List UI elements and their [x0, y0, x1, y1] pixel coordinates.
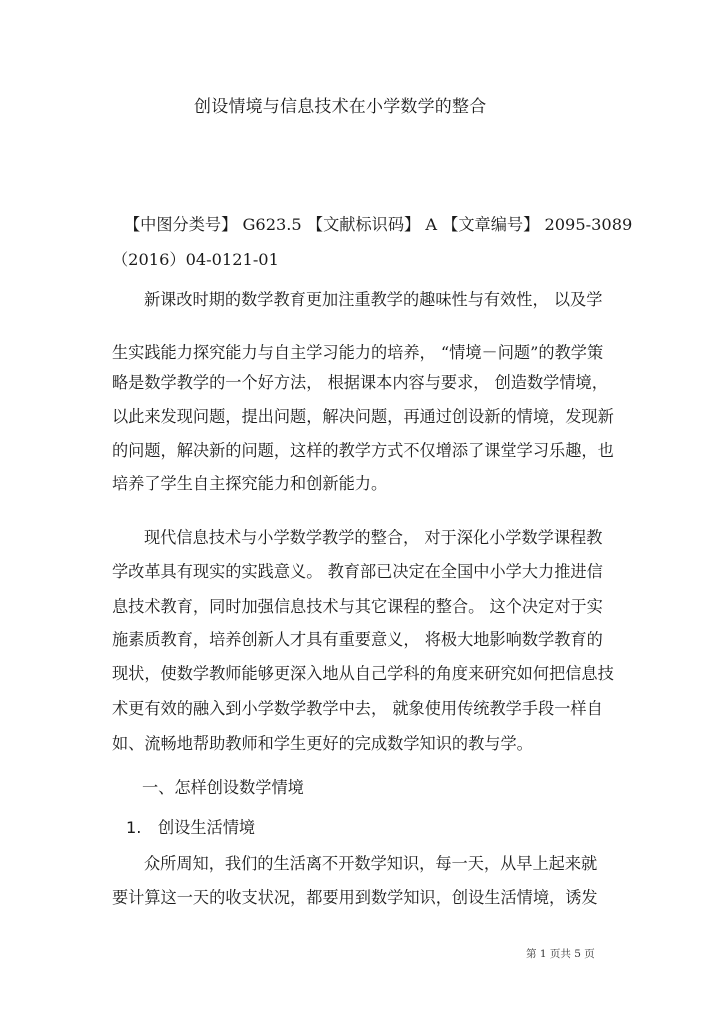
paragraph-3-line-2: 要计算这一天的收支状况，都要用到数学知识，创设生活情境，诱发 — [112, 888, 598, 907]
paragraph-1-line-3: 略是数学教学的一个好方法， 根据课本内容与要求， 创造数学情境， — [112, 373, 608, 392]
paragraph-2-line-5: 现状，使数学教师能够更深入地从自己学科的角度来研究如何把信息技 — [112, 664, 614, 683]
meta-line-2: （2016）04-0121-01 — [112, 250, 279, 269]
paragraph-3-line-1: 众所周知，我们的生活离不开数学知识，每一天，从早上起来就 — [144, 854, 598, 873]
paragraph-2-line-3: 息技术教育，同时加强信息技术与其它课程的整合。 这个决定对于实 — [112, 597, 603, 616]
document-title: 创设情境与信息技术在小学数学的整合 — [194, 97, 487, 117]
paragraph-1-line-4: 以此来发现问题，提出问题，解决问题，再通过创设新的情境，发现新 — [112, 407, 614, 426]
page-footer: 第 1 页共 5 页 — [526, 948, 595, 960]
paragraph-2-line-4: 施素质教育，培养创新人才具有重要意义， 将极大地影响数学教育的 — [112, 630, 603, 649]
section-heading: 一、怎样创设数学情境 — [142, 778, 304, 797]
subsection-title: 创设生活情境 — [158, 818, 256, 837]
meta-line-1: 【中图分类号】 G623.5 【文献标识码】 A 【文章编号】 2095-3089 — [124, 215, 633, 234]
paragraph-1-line-2: 生实践能力探究能力与自主学习能力的培养， “情境－问题”的教学策 — [112, 343, 604, 362]
paragraph-2-line-7: 如、流畅地帮助教师和学生更好的完成数学知识的教与学。 — [112, 734, 533, 753]
paragraph-2-line-2: 学改革具有现实的实践意义。 教育部已决定在全国中小学大力推进信 — [112, 562, 603, 581]
paragraph-2-line-6: 术更有效的融入到小学数学教学中去， 就象使用传统教学手段一样自 — [112, 699, 603, 718]
paragraph-1-line-6: 培养了学生自主探究能力和创新能力。 — [112, 474, 388, 493]
paragraph-1-line-1: 新课改时期的数学教育更加注重教学的趣味性与有效性， 以及学 — [144, 290, 603, 309]
paragraph-2-line-1: 现代信息技术与小学数学教学的整合， 对于深化小学数学课程教 — [144, 528, 603, 547]
paragraph-1-line-5: 的问题，解决新的问题，这样的教学方式不仅增添了课堂学习乐趣，也 — [112, 441, 614, 460]
subsection-number: 1. — [126, 818, 142, 837]
